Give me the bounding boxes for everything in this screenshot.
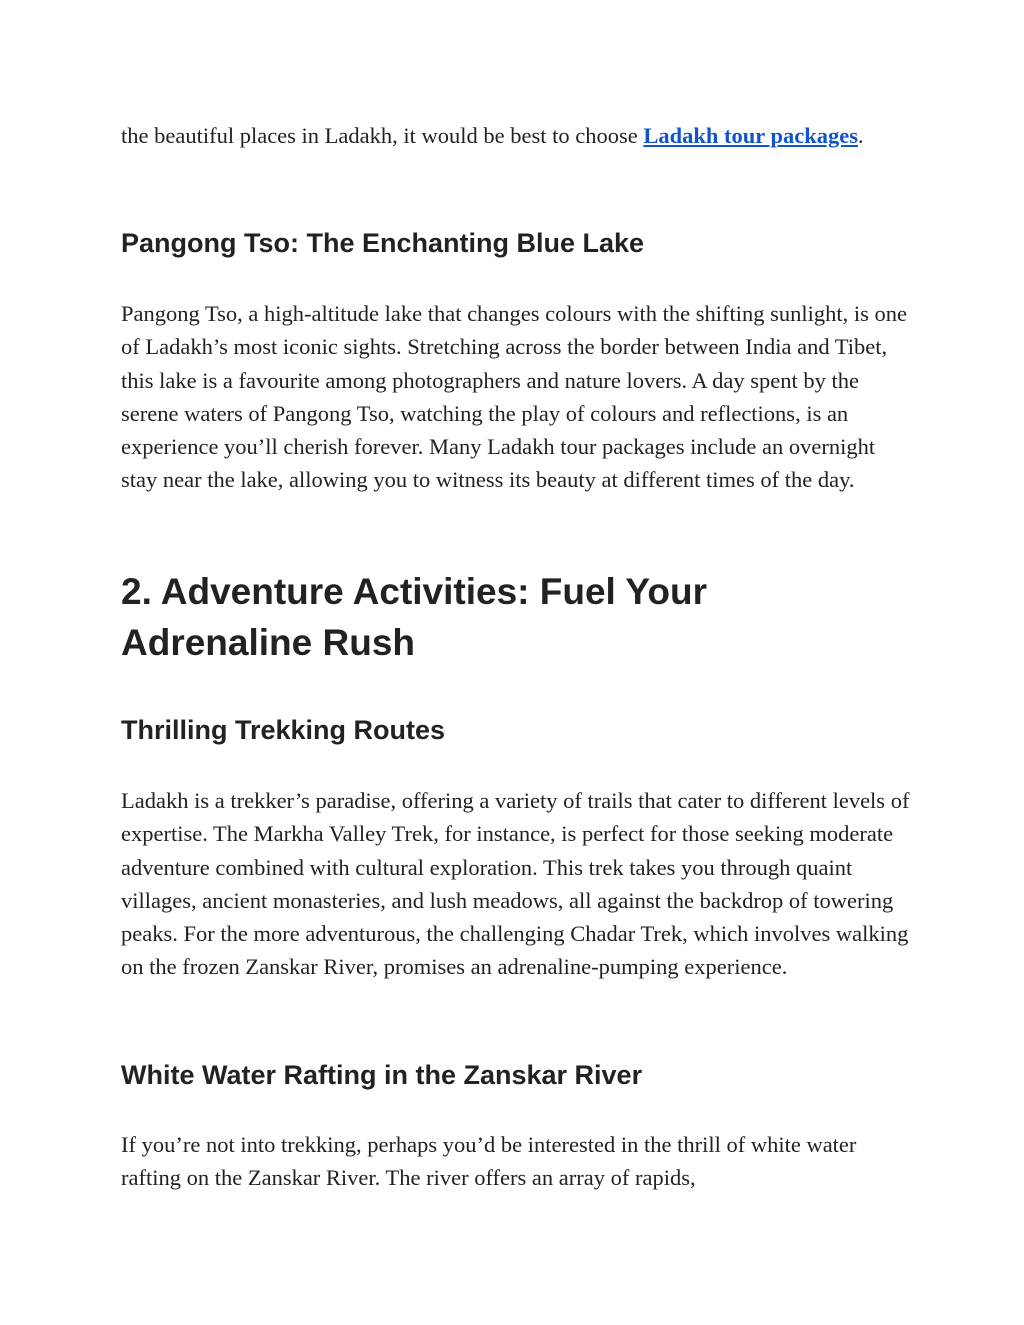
pangong-heading: Pangong Tso: The Enchanting Blue Lake — [121, 228, 645, 258]
trekking-heading: Thrilling Trekking Routes — [121, 715, 446, 745]
intro-paragraph — [121, 119, 911, 152]
intro-text-end: . — [858, 123, 864, 148]
adventure-heading: 2. Adventure Activities: Fuel Your Adrenaline Rush — [121, 571, 707, 663]
trekking-paragraph: Ladakh is a trekker’s paradise, offering a variety of trails that cater to different levels of expertise. The Markha Valley Trek, for instance, is perfect for those seeking moderate adventure combined with cultural exploration. This trek takes you through quaint villages, ancient monasteries, and lush meadows, all against the backdrop of towering peaks. For the more adventurous, the challenging Chadar Trek, which involves walking on the frozen Zanskar River, promises an adrenaline-pumping experience. — [121, 788, 910, 980]
rafting-paragraph: If you’re not into trekking, perhaps you’d be interested in the thrill of white water rafting on the Zanskar River. The river offers an array of rapids, — [121, 1132, 857, 1191]
rafting-heading: White Water Rafting in the Zanskar River — [121, 1060, 643, 1090]
intro-text: the beautiful places in Ladakh, it would be best to choose — [121, 123, 644, 148]
pangong-paragraph: Pangong Tso, a high-altitude lake that changes colours with the shifting sunlight, is one of Ladakh’s most iconic sights. Stretching across the border between India and Tibet, this lake is a favourite among photographers and nature lovers. A day spent by the serene waters of Pangong Tso, watching the play of colours and reflections, is an experience you’ll cherish forever. Many Ladakh tour packages include an overnight stay near the lake, allowing you to witness its beauty at different times of the day. — [121, 301, 908, 493]
ladakh-tour-packages-link[interactable]: Ladakh tour packages — [643, 123, 858, 148]
